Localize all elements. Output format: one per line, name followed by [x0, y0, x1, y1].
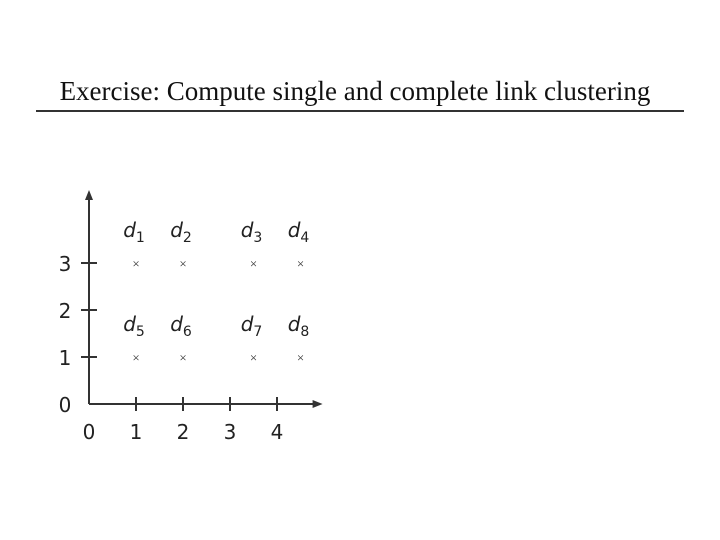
point-marker: ×	[179, 256, 187, 271]
point-label: d6	[170, 312, 192, 340]
y-tick-label: 1	[58, 346, 72, 370]
point-label: d4	[287, 218, 310, 246]
x-tick-label: 1	[129, 420, 143, 444]
x-tick-label: 3	[223, 420, 237, 444]
y-tick-label: 0	[58, 393, 72, 417]
x-tick-label: 0	[82, 420, 96, 444]
point-marker: ×	[132, 350, 140, 365]
point-label: d8	[287, 312, 310, 340]
point-label: d1	[123, 218, 145, 246]
point-marker: ×	[132, 256, 140, 271]
point-marker: ×	[296, 350, 305, 365]
slide-title: Exercise: Compute single and complete link clustering	[59, 76, 651, 106]
point-marker: ×	[249, 350, 258, 365]
point-label: d2	[170, 218, 192, 246]
y-axis-arrow	[85, 190, 93, 200]
point-label: d3	[240, 218, 263, 246]
point-label: d7	[240, 312, 263, 340]
y-tick-label: 2	[58, 299, 72, 323]
y-tick-label: 3	[58, 252, 72, 276]
x-tick-label: 2	[176, 420, 190, 444]
point-marker: ×	[296, 256, 305, 271]
x-tick-label: 4	[270, 420, 284, 444]
point-marker: ×	[249, 256, 258, 271]
x-axis-arrow	[313, 400, 323, 408]
point-label: d5	[123, 312, 145, 340]
point-marker: ×	[179, 350, 187, 365]
